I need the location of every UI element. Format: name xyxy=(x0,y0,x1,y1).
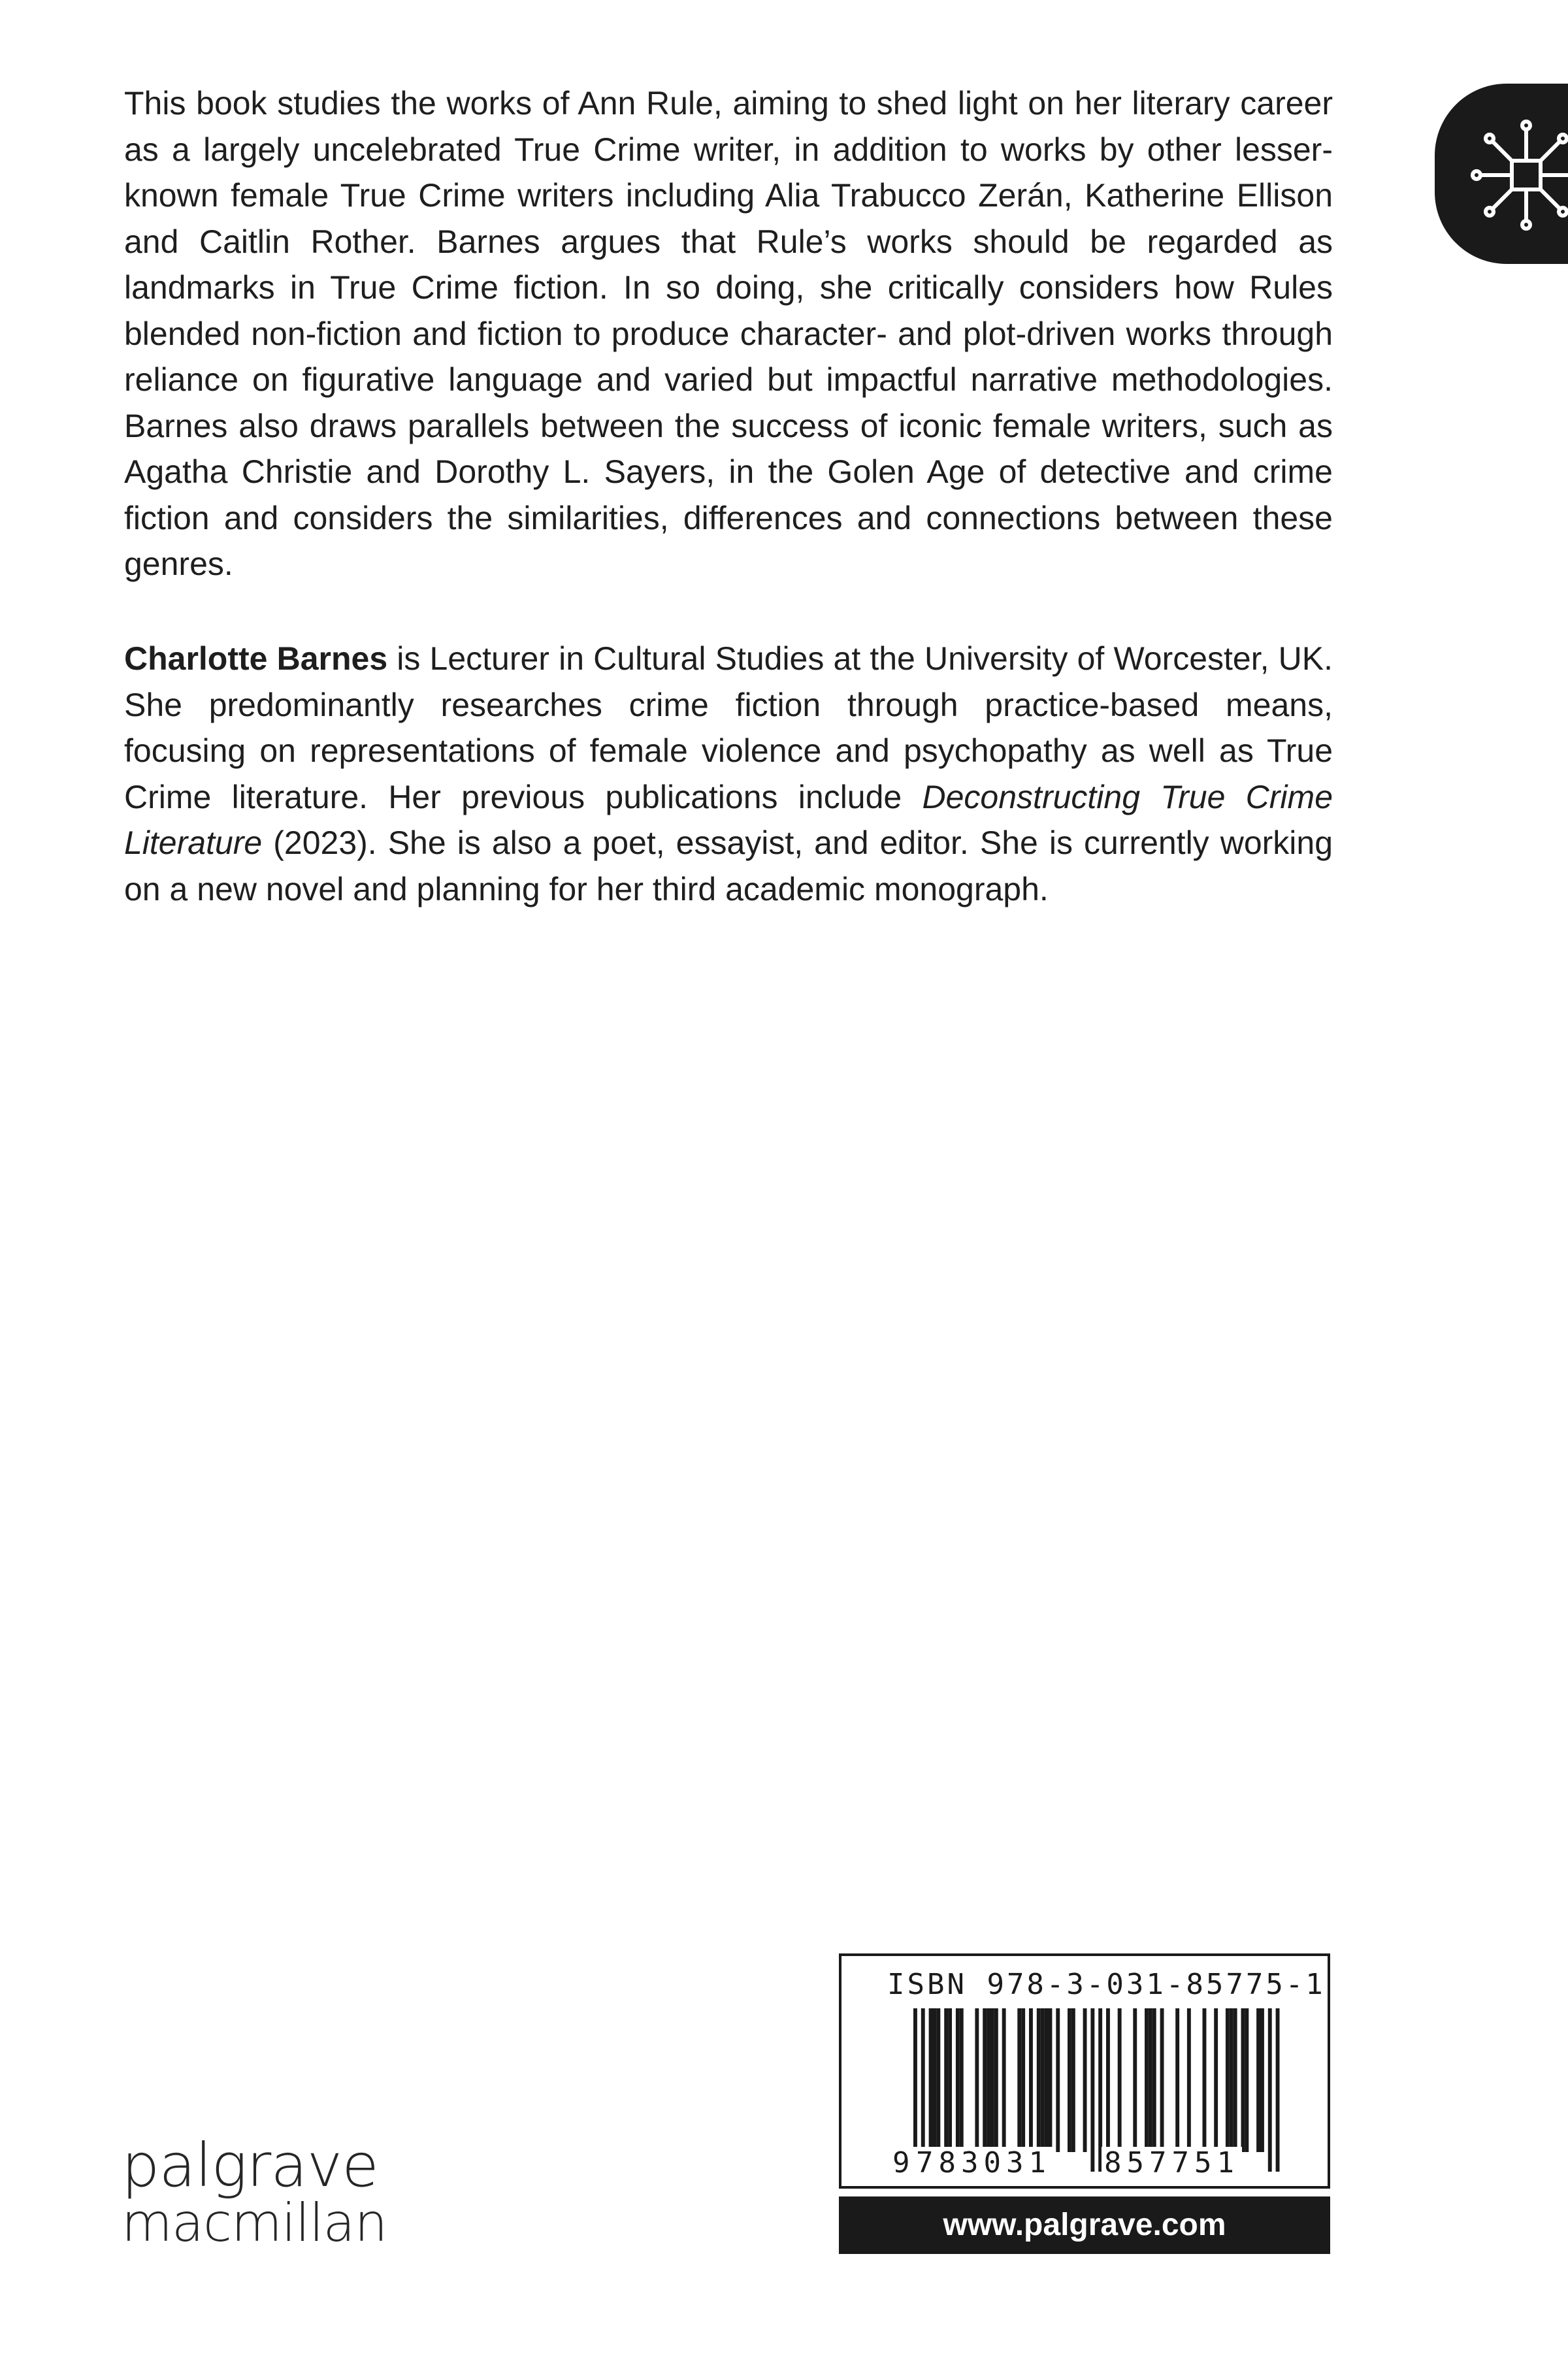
barcode-bar xyxy=(956,2008,960,2152)
barcode-bar xyxy=(1056,2008,1060,2152)
barcode-bar xyxy=(1203,2008,1207,2152)
barcode-digits-left: 783031 xyxy=(913,2147,1054,2179)
barcode-bar xyxy=(1068,2008,1071,2152)
barcode-bar xyxy=(1133,2008,1137,2152)
barcode-bar xyxy=(1226,2008,1230,2152)
barcode-bar xyxy=(1152,2008,1156,2152)
barcode-bar xyxy=(1260,2008,1264,2152)
barcode-bar xyxy=(1256,2008,1260,2152)
barcode-bar xyxy=(1017,2008,1021,2152)
barcode-bar xyxy=(944,2008,948,2152)
barcode-bar xyxy=(1160,2008,1164,2152)
barcode-bar xyxy=(1118,2008,1122,2152)
author-bio xyxy=(124,636,1333,912)
barcode-bar xyxy=(1241,2008,1245,2152)
barcode-bar xyxy=(929,2008,933,2152)
barcode-bar xyxy=(1106,2008,1110,2152)
book-blurb: This book studies the works of Ann Rule, aiming to shed light on her literary career as a largely uncelebrated True Crime writer, in addition to works by other lesser-known female True Crime writers including Alia Trabucco Zerán, Katherine Ellison and Caitlin Rother. Barnes argues that Rule’s works should be regarded as landmarks in True Crime fiction. In so doing, she critically considers how Rules blended non-fiction and fiction to produce character- and plot-driven works through reliance on figurative language and varied but impactful narrative methodologies. Barnes also draws parallels between the success of iconic female writers, such as Agatha Christie and Dorothy L. Sayers, in the Golen Age of detective and crime fiction and considers the similarities, differences and connections between these genres. xyxy=(124,85,1333,582)
circuit-node-icon xyxy=(1461,110,1568,240)
logo-line-1: palgrave xyxy=(122,2130,378,2200)
corner-badge xyxy=(1435,84,1568,264)
barcode-bar xyxy=(1230,2008,1233,2152)
barcode-bar xyxy=(1083,2008,1087,2152)
barcode-bar xyxy=(1233,2008,1237,2152)
author-name: Charlotte Barnes xyxy=(124,640,388,677)
previous-book-title: Deconstructing True Crime Literature xyxy=(124,778,1333,861)
isbn-barcode xyxy=(839,1953,1330,2189)
bio-text-part2: (2023). She is also a poet, essayist, and editor. She is currently working on a new novel and planning for her third academic monograph. xyxy=(124,824,1333,907)
barcode-bar xyxy=(975,2008,979,2152)
isbn-label: ISBN 978-3-031-85775-1 xyxy=(887,1968,1326,2001)
barcode-bar xyxy=(1149,2008,1152,2152)
barcode-bar xyxy=(948,2008,952,2152)
barcode-bar xyxy=(1175,2008,1179,2152)
barcode-bar xyxy=(1145,2008,1149,2152)
barcode-bar xyxy=(936,2008,940,2152)
barcode-digits-right: 857751 xyxy=(1102,2147,1242,2179)
barcode-bar xyxy=(1021,2008,1025,2152)
barcode-bar xyxy=(1045,2008,1049,2152)
barcode-bar xyxy=(1276,2008,1280,2172)
barcode-bar xyxy=(1268,2008,1272,2172)
barcode-bar xyxy=(1245,2008,1249,2152)
barcode-bar xyxy=(1090,2008,1094,2172)
barcode-bar xyxy=(994,2008,998,2152)
barcode-bar xyxy=(1037,2008,1041,2152)
barcode-bar xyxy=(987,2008,990,2152)
publisher-website[interactable]: www.palgrave.com xyxy=(839,2196,1330,2254)
barcode-bar xyxy=(933,2008,937,2152)
publisher-logo xyxy=(122,2130,387,2253)
barcode-bar xyxy=(960,2008,964,2152)
barcode-bar xyxy=(1041,2008,1045,2152)
barcode-bar xyxy=(1049,2008,1053,2152)
barcode-digit-first: 9 xyxy=(892,2146,910,2179)
barcode-bar xyxy=(1214,2008,1218,2152)
bio-text-part1: is Lecturer in Cultural Studies at the University of Worcester, UK. She predominantly researches crime fiction through practice-based means, focusing on representations of female violence and psychopathy as well as True Crime literature. Her previous publications include xyxy=(124,640,1333,815)
barcode-bar xyxy=(990,2008,994,2152)
logo-line-2: macmillan xyxy=(122,2193,387,2253)
barcode-bar xyxy=(1071,2008,1075,2152)
barcode-bar xyxy=(1029,2008,1033,2152)
barcode-bar xyxy=(1187,2008,1191,2152)
barcode-bar xyxy=(1002,2008,1006,2152)
barcode-bar xyxy=(983,2008,987,2152)
